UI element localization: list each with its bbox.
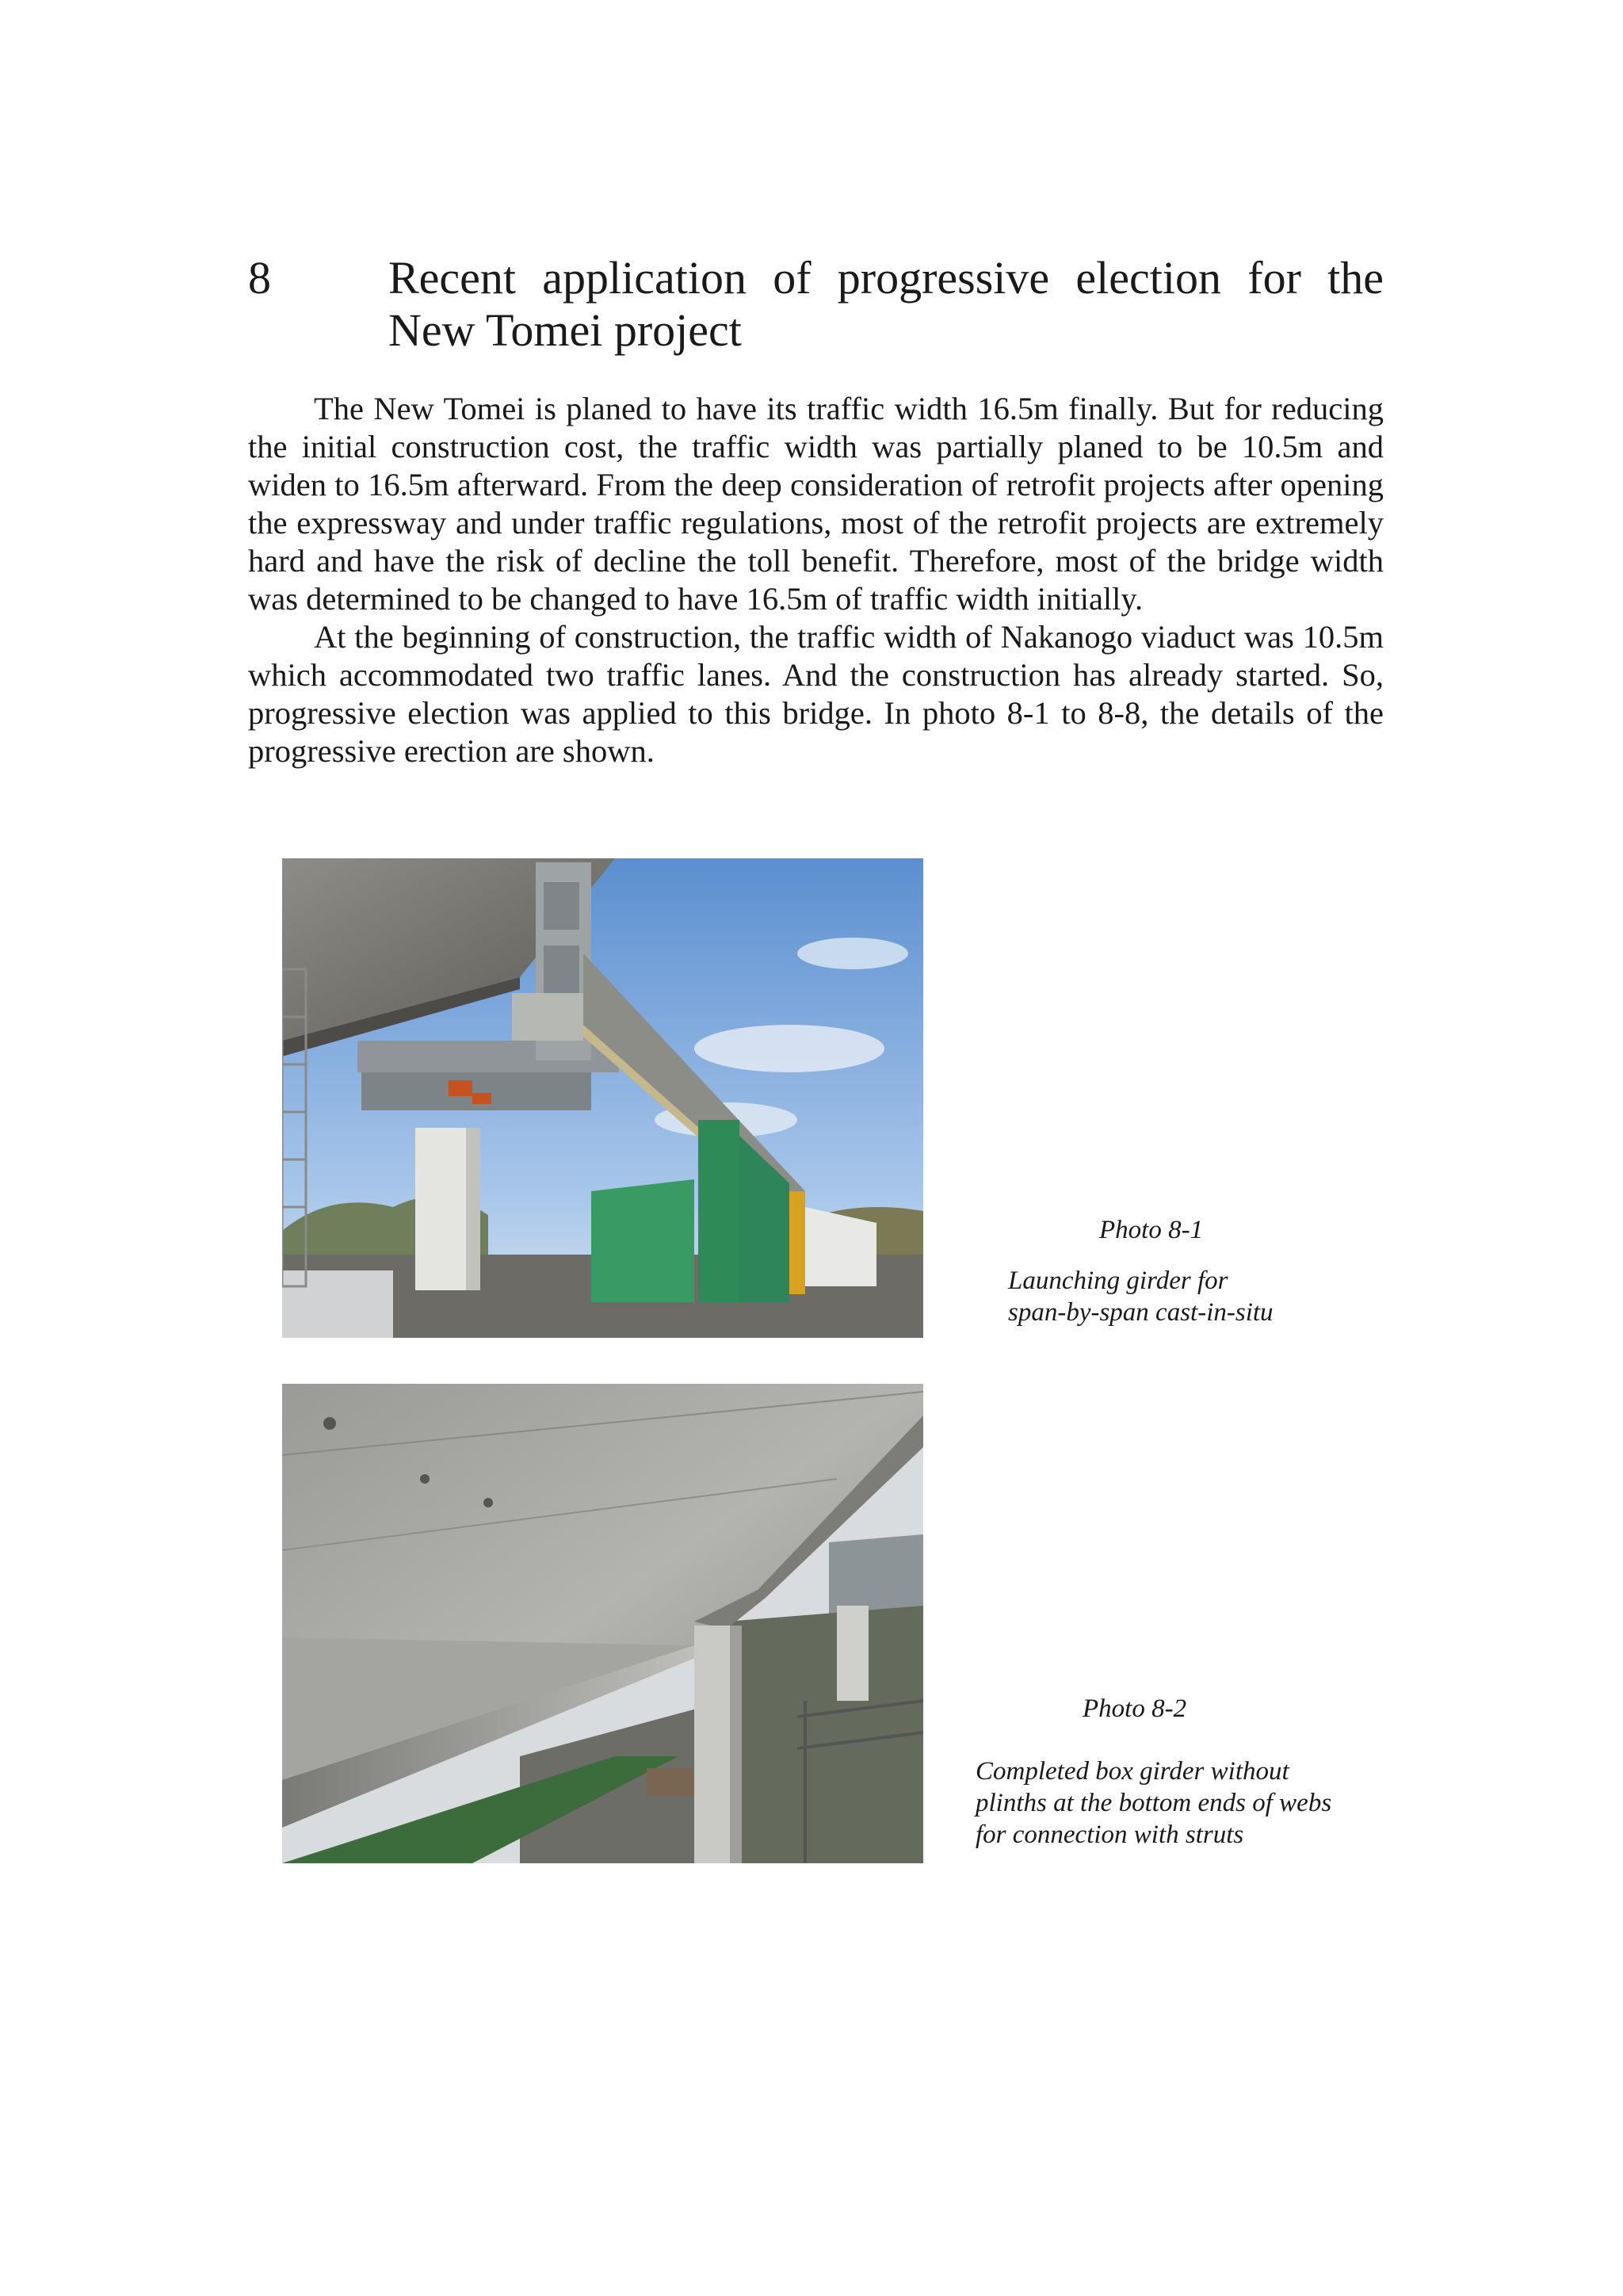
photo-launching-girder-image (282, 858, 923, 1338)
photo-box-girder (282, 1384, 923, 1863)
section-title: Recent application of progressive election for the New Tomei project (388, 252, 1384, 356)
photo-launching-girder (282, 858, 923, 1338)
section-number: 8 (248, 252, 271, 304)
body-text (248, 390, 1384, 770)
caption-line: plinths at the bottom ends of webs (976, 1789, 1332, 1817)
paragraph-1: The New Tomei is planed to have its traffic width 16.5m finally. But for reducing the initial construction cost, the traffic width was partially planed to be 10.5m and widen to 16.5m afterward. From the deep consideration of retrofit projects after opening the expressway and under traffic regulations, most of the retrofit projects are extremely hard and have the risk of decline the toll benefit. Therefore, most of the bridge width was determined to be changed to have 16.5m of traffic width initially. (248, 391, 1384, 617)
photo-box-girder-image (282, 1384, 923, 1863)
photo-8-1-label: Photo 8-1 (1099, 1216, 1204, 1244)
caption-line: span-by-span cast-in-situ (1008, 1298, 1274, 1327)
caption-line: for connection with struts (976, 1820, 1244, 1849)
caption-line: Completed box girder without (976, 1757, 1289, 1786)
paragraph-2: At the beginning of construction, the traffic width of Nakanogo viaduct was 10.5m which accommodated two traffic lanes. And the construction has already started. So, progressive election was applied to this bridge. In photo 8-1 to 8-8, the details of the progressive erection are shown. (248, 619, 1384, 769)
photo-8-1-caption (1008, 1265, 1274, 1328)
photo-8-2-label: Photo 8-2 (1083, 1694, 1187, 1723)
photo-8-2-caption (976, 1755, 1331, 1851)
caption-line: Launching girder for (1008, 1266, 1228, 1295)
